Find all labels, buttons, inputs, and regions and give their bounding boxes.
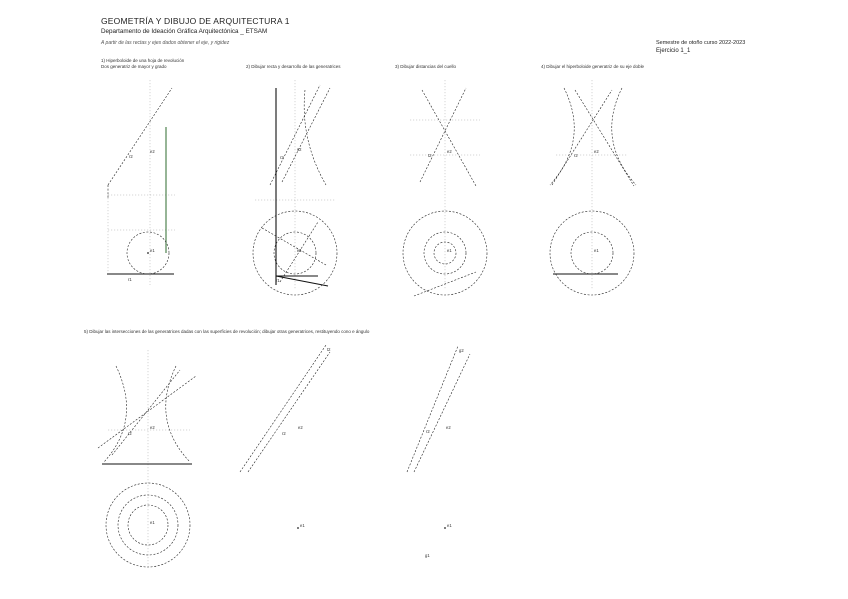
label-s2-fig2: s2 (297, 147, 302, 152)
label-r2-fig5: r2 (128, 431, 132, 436)
label-e1-fig6: e1 (300, 523, 305, 528)
label-e2-fig1: e2 (150, 149, 155, 154)
exercise-instruction: A partir de las rectas y ejes dados obtener el eje, y rigidez (101, 40, 230, 46)
label-e1-fig3: e1 (447, 248, 452, 253)
label-r2-fig6: r2 (282, 431, 286, 436)
label-e1-fig4: e1 (594, 248, 599, 253)
label-r2-fig4: r2 (574, 153, 578, 158)
label-r2-fig2: r2 (280, 155, 284, 160)
figure-5 (98, 350, 196, 567)
figure-7 (407, 346, 470, 529)
caption-3: 3) Dibujar distancias del cuello (395, 64, 457, 69)
semester-label: Semestre de otoño curso 2022-2023 (656, 40, 746, 46)
caption-1-line-2: Dos generatriz de mayor y grado (101, 64, 167, 69)
figure-2 (253, 80, 337, 295)
label-g1-fig7: g1 (425, 553, 430, 558)
caption-2: 2) Dibujar recta y desarrollo de las generatrices (246, 64, 341, 69)
label-e1-fig7: e1 (447, 523, 452, 528)
label-e2-fig5: e2 (150, 425, 155, 430)
figure-4 (550, 80, 636, 295)
label-r1-fig1: r1 (128, 277, 132, 282)
label-r2-fig7: r2 (426, 429, 430, 434)
figure-6 (240, 345, 330, 529)
label-t2-fig3: t2 (428, 153, 432, 158)
label-e1-fig5: e1 (150, 520, 155, 525)
department-line: Departamento de Ideación Gráfica Arquitectónica _ ETSAM (101, 28, 268, 35)
label-e2-fig4: e2 (594, 149, 599, 154)
label-r2-fig1: r2 (129, 154, 133, 159)
label-e2-fig7: e2 (446, 425, 451, 430)
label-t2-fig6: t2 (327, 347, 331, 352)
label-r1-fig2: r1 (276, 278, 280, 283)
exercise-number: Ejercicio 1_1 (656, 48, 691, 54)
caption-5: 5) Dibujar las intersecciones de las generatrices dadas con las superficies de revolución; dibujar otras generatrices, restituyendo cono e ángulo (84, 329, 370, 334)
label-e2-fig3: e2 (447, 149, 452, 154)
label-e1-fig1: e1 (150, 248, 155, 253)
label-g2-fig7: g2 (459, 348, 464, 353)
caption-1-line-1: 1) Hiperboloide de una hoja de revolución (101, 58, 185, 63)
label-e1-fig2: e1 (297, 248, 302, 253)
page-title: GEOMETRÍA Y DIBUJO DE ARQUITECTURA 1 (101, 16, 290, 26)
caption-4: 4) Dibujar el hiperboloide generatriz de su eje doble (541, 64, 645, 69)
figure-3 (403, 80, 487, 296)
label-e2-fig6: e2 (298, 425, 303, 430)
figure-1 (107, 80, 175, 285)
